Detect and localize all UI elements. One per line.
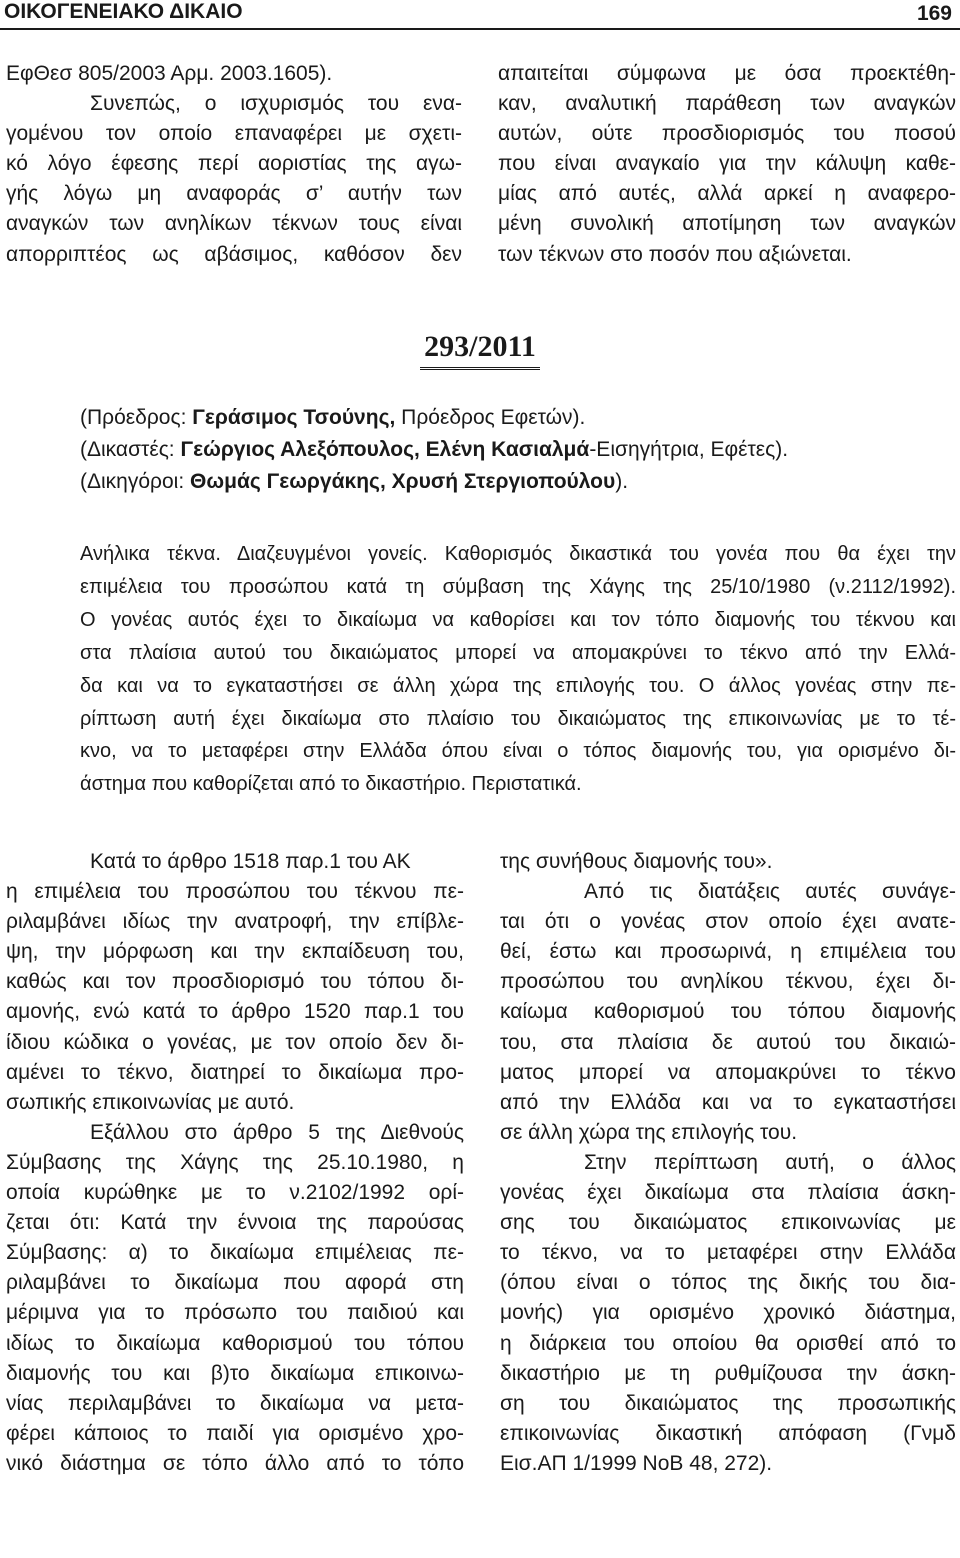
president-name: Γεράσιμος Τσούνης, <box>192 406 396 429</box>
judges-line <box>80 434 958 466</box>
president-prefix: (Πρόεδρος: <box>80 406 193 429</box>
top-right-column <box>498 59 956 270</box>
text-line: προσώπου του ανηλίκου τέκνου, έχει δι- <box>500 970 956 994</box>
case-number-heading <box>0 330 960 370</box>
text-line: σωπικής επικοινωνίας με αυτό. <box>6 1090 295 1114</box>
text-line: Κατά το άρθρο 1518 παρ.1 του ΑΚ <box>90 850 411 873</box>
header-rule <box>0 28 960 30</box>
text-line: Σύμβασης: α) το δικαίωμα επιμέλειας πε- <box>6 1241 464 1265</box>
text-line: η διάρκεια του οποίου θα ορισθεί από το <box>500 1331 956 1355</box>
text-line: ζεται ότι: Κατά την έννοια της παρούσας <box>6 1211 464 1235</box>
text-line: σε άλλη χώρα της επιλογής του. <box>500 1120 798 1144</box>
text-line: ση του δικαιώματος της προσωπικής <box>500 1391 956 1415</box>
text-line: μίας από αυτές, αλλά αρκεί η αναφερο- <box>498 182 956 206</box>
page-header <box>0 0 960 30</box>
text-line: της συνήθους διαμονής του». <box>500 850 773 873</box>
bench-composition <box>80 402 958 498</box>
text-line: γής λόγω μη αναφοράς σ’ αυτήν των <box>6 182 462 206</box>
text-line: διαμονής του και β)το δικαίωμα επικοινω- <box>6 1361 464 1385</box>
section-title: ΟΙΚΟΓΕΝΕΙΑΚΟ ΔΙΚΑΙΟ <box>4 0 243 23</box>
text-line: δικαστήριο με τη ρυθμίζουσα την άσκη- <box>500 1361 956 1385</box>
text-line: καίωμα καθορισμού του τόπου διαμονής <box>500 1000 956 1024</box>
text-line: ματος μπορεί να απομακρύνει το τέκνο <box>500 1060 956 1084</box>
text-line: απορριπτέος ως αβάσιμος, καθόσον δεν <box>6 242 462 266</box>
summary-line: Ο γονέας αυτός έχει το δικαίωμα να καθορίσει και τον τόπο διαμονής του τέκνου και <box>80 608 956 631</box>
case-number: 293/2011 <box>420 330 540 370</box>
text-line: αυτών, ούτε προσδιορισμός του ποσού <box>498 122 956 146</box>
text-line: ίδιου κώδικα ο γονέας, με τον οποίο δεν δι- <box>6 1030 464 1054</box>
text-line: ιδίως το δικαίωμα καθορισμού του τόπου <box>6 1331 464 1355</box>
text-line: γομένου τον οποίο επαναφέρει με σχετι- <box>6 122 462 146</box>
bottom-left-column <box>6 847 464 1479</box>
text-line: Από τις διατάξεις αυτές συνάγε- <box>584 880 956 904</box>
text-line: ΕφΘεσ 805/2003 Αρμ. 2003.1605). <box>6 62 333 85</box>
summary-line: ρίπτωση αυτή έχει δικαίωμα στο πλαίσιο του δικαιώματος της επικοινωνίας με το τέ- <box>80 707 956 730</box>
text-line: αμονής, ενώ κατά το άρθρο 1520 παρ.1 του <box>6 1000 464 1024</box>
text-line: καθώς και τον προσδιορισμό του τόπου δι- <box>6 970 464 994</box>
text-line: από την Ελλάδα και να το εγκαταστήσει <box>500 1090 956 1114</box>
text-line: μέριμνα για το πρόσωπο του παιδιού και <box>6 1301 464 1325</box>
text-line: αμένει το τέκνο, διατηρεί το δικαίωμα προ- <box>6 1060 464 1084</box>
summary-line: άστημα που καθορίζεται από το δικαστήριο. Περιστατικά. <box>80 773 582 796</box>
text-line: νίας περιλαμβάνει το δικαίωμα να μετα- <box>6 1391 464 1415</box>
text-line: (όπου είναι ο τόπος της δικής του δια- <box>500 1271 956 1295</box>
text-line: κό λόγο έφεσης περί αοριστίας της αγω- <box>6 152 462 176</box>
text-line: γονέας έχει δικαίωμα στα πλαίσια άσκη- <box>500 1181 956 1205</box>
top-left-column <box>6 59 462 270</box>
text-line: το τέκνο, να το μεταφέρει στην Ελλάδα <box>500 1241 956 1265</box>
page-number: 169 <box>916 2 952 25</box>
judges-suffix: -Εισηγήτρια, Εφέτες). <box>589 438 789 461</box>
president-line <box>80 402 958 434</box>
lawyers-names: Θωμάς Γεωργάκης, Χρυσή Στεργιοπούλου <box>190 470 616 493</box>
text-line: θεί, έστω και προσωρινά, η επιμέλεια του <box>500 940 956 964</box>
text-line: σης του δικαιώματος επικοινωνίας με <box>500 1211 956 1235</box>
text-line: επικοινωνίας δικαστική απόφαση (Γνμδ <box>500 1421 956 1445</box>
text-line: που είναι αναγκαίο για την κάλυψη καθε- <box>498 152 956 176</box>
text-line: Συνεπώς, ο ισχυρισμός του ενα- <box>90 92 462 116</box>
text-line: καν, αναλυτική παράθεση των αναγκών <box>498 92 956 116</box>
text-line: φέρει κάποιος το παιδί για ορισμένο χρο- <box>6 1421 464 1445</box>
text-line: Εισ.ΑΠ 1/1999 ΝοΒ 48, 272). <box>500 1451 773 1475</box>
text-line: μονής) για ορισμένο χρονικό διάστημα, <box>500 1301 956 1325</box>
text-line: Σύμβασης της Χάγης της 25.10.1980, η <box>6 1150 464 1174</box>
text-line: οποία κυρώθηκε με το ν.2102/1992 ορί- <box>6 1181 464 1205</box>
summary-line: κνο, να το μεταφέρει στην Ελλάδα όπου είναι ο τόπος διαμονής του, για ορισμένο δι- <box>80 740 956 763</box>
text-line: ται ότι ο γονέας στον οποίο έχει ανατε- <box>500 910 956 934</box>
text-line: απαιτείται σύμφωνα με όσα προεκτέθη- <box>498 62 956 85</box>
summary-line: στα πλαίσια αυτού του δικαιώματος μπορεί να απομακρύνει το τέκνο από την Ελλά- <box>80 641 956 664</box>
text-line: ψη, την μόρφωση και την εκπαίδευση του, <box>6 940 464 964</box>
president-suffix: Πρόεδρος Εφετών). <box>395 406 586 429</box>
text-line: αναγκών των ανηλίκων τέκνων τους είναι <box>6 212 462 236</box>
text-line: η επιμέλεια του προσώπου του τέκνου πε- <box>6 880 464 904</box>
text-line: Στην περίπτωση αυτή, ο άλλος <box>584 1150 956 1174</box>
text-line: ριλαμβάνει το δικαίωμα που αφορά στη <box>6 1271 464 1295</box>
text-line: των τέκνων στο ποσόν που αξιώνεται. <box>498 242 852 266</box>
text-line: ριλαμβάνει ιδίως την ανατροφή, την επίβλε- <box>6 910 464 934</box>
judges-prefix: (Δικαστές: <box>80 438 181 461</box>
text-line: νικό διάστημα σε τόπο άλλο από το τόπο <box>6 1451 464 1475</box>
text-line: του, στα πλαίσια δε αυτού του δικαιώ- <box>500 1030 956 1054</box>
text-line: Εξάλλου στο άρθρο 5 της Διεθνούς <box>90 1120 464 1144</box>
lawyers-prefix: (Δικηγόροι: <box>80 470 191 493</box>
lawyers-line <box>80 466 958 498</box>
judges-names: Γεώργιος Αλεξόπουλος, Ελένη Κασιαλμά <box>180 438 590 461</box>
text-line: μένη συνολική αποτίμηση των αναγκών <box>498 212 956 236</box>
bottom-right-column <box>500 847 956 1479</box>
summary-line: δα και να το εγκαταστήσει σε άλλη χώρα της επιλογής του. Ο άλλος γονέας στην πε- <box>80 674 956 697</box>
summary-line: Ανήλικα τέκνα. Διαζευγμένοι γονείς. Καθορισμός δικαστικά του γονέα που θα έχει την <box>80 543 956 565</box>
lawyers-suffix: ). <box>615 470 629 493</box>
summary-line: επιμέλεια του προσώπου κατά τη σύμβαση της Χάγης της 25/10/1980 (ν.2112/1992). <box>80 575 956 598</box>
case-summary <box>80 538 956 801</box>
